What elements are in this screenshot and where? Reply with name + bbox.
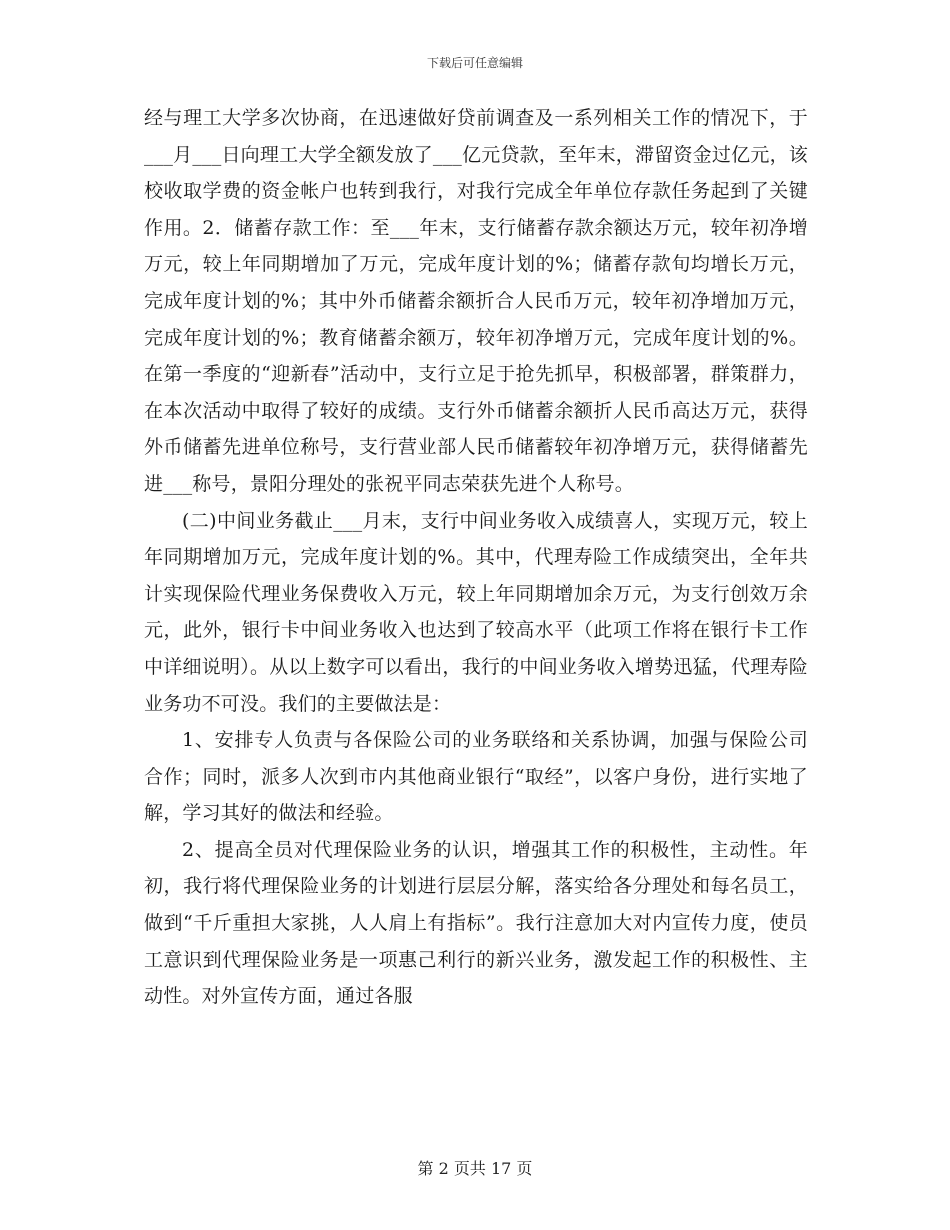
paragraph-4: 2、提高全员对代理保险业务的认识，增强其工作的积极性，主动性。年初，我行将代理保险业务的计划进行层层分解，落实给各分理处和每名员工，做到“千斤重担大家挑，人人肩上有指标”。我行注意加大对内宣传力度，使员工意识到代理保险业务是一项惠己利行的新兴业务，激发起工作的积极性、主动性。对外宣传方面，通过各服	[144, 838, 808, 1008]
page-header: 下载后可任意编辑	[426, 56, 523, 70]
page-number-footer: 第 2 页共 17 页	[417, 1159, 533, 1178]
paragraph-3: 1、安排专人负责与各保险公司的业务联络和关系协调，加强与保险公司合作；同时，派多人次到市内其他商业银行“取经”，以客户身份，进行实地了解，学习其好的做法和经验。	[144, 729, 808, 825]
paragraph-2: (二)中间业务截止___月末，支行中间业务收入成绩喜人，实现万元，较上年同期增加万元，完成年度计划的%。其中，代理寿险工作成绩突出，全年共计实现保险代理业务保费收入万元，较上年同期增加余万元，为支行创效万余元，此外，银行卡中间业务收入也达到了较高水平（此项工作将在银行卡工作中详细说明）。从以上数字可以看出，我行的中间业务收入增势迅猛，代理寿险业务功不可没。我们的主要做法是：	[144, 509, 808, 715]
paragraph-1: 经与理工大学多次协商，在迅速做好贷前调查及一系列相关工作的情况下，于___月___日向理工大学全额发放了___亿元贷款，至年末，滞留资金过亿元，该校收取学费的资金帐户也转到我行，对我行完成全年单位存款任务起到了关键作用。2．储蓄存款工作：至___年末，支行储蓄存款余额达万元，较年初净增万元，较上年同期增加了万元，完成年度计划的%；储蓄存款旬均增长万元，完成年度计划的%；其中外币储蓄余额折合人民币万元，较年初净增加万元，完成年度计划的%；教育储蓄余额万，较年初净增万元，完成年度计划的%。在第一季度的“迎新春”活动中，支行立足于抢先抓早，积极部署，群策群力，在本次活动中取得了较好的成绩。支行外币储蓄余额折人民币高达万元，获得外币储蓄先进单位称号，支行营业部人民币储蓄较年初净增万元，获得储蓄先进___称号，景阳分理处的张祝平同志荣获先进个人称号。	[144, 107, 808, 495]
document-body	[144, 100, 808, 1015]
